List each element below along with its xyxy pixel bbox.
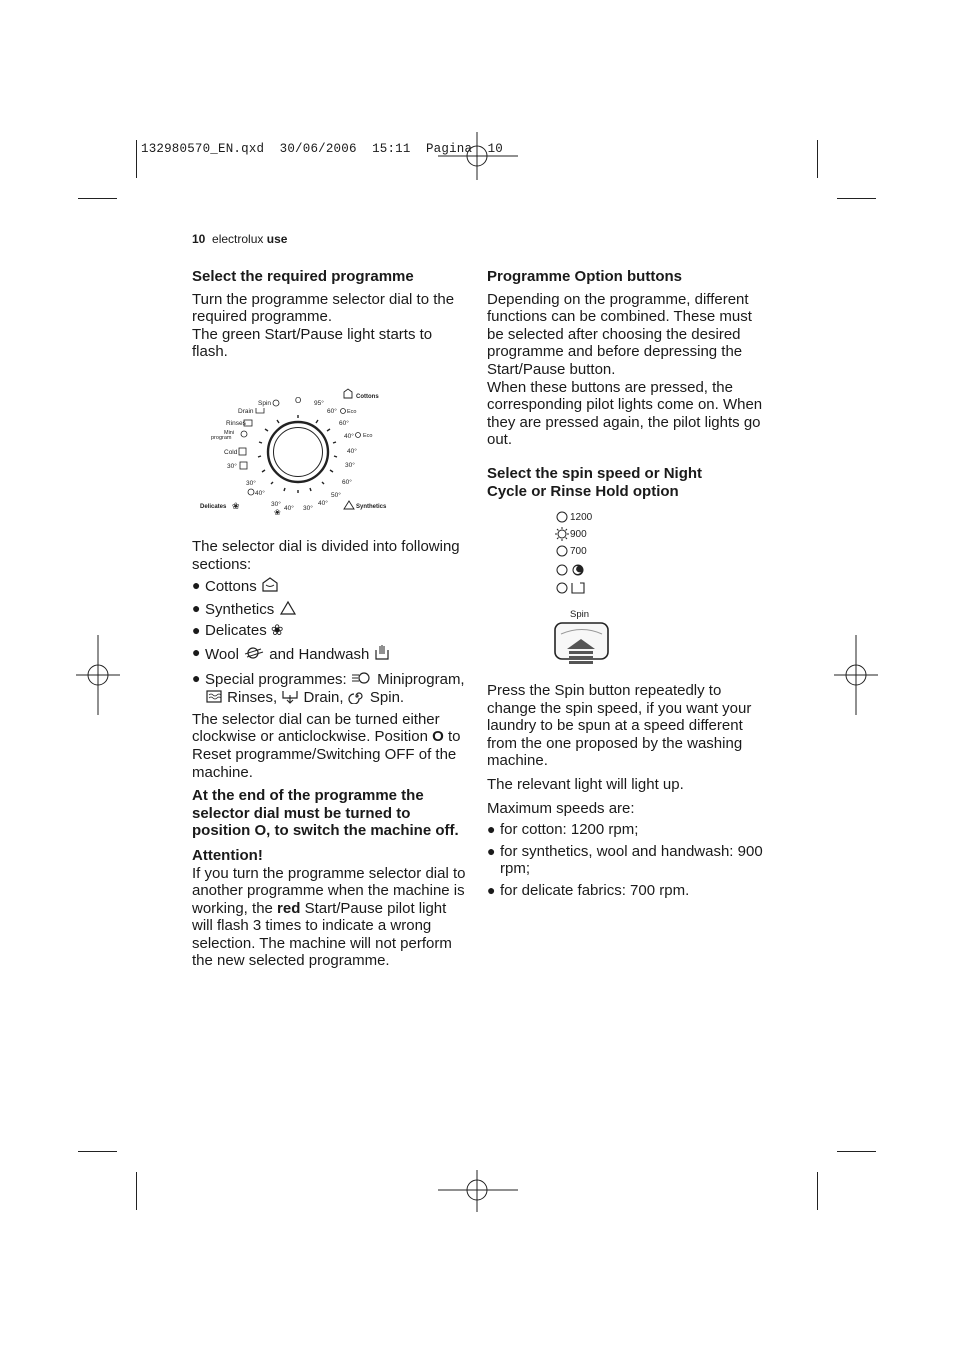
delicates-icon: ❀ (270, 622, 284, 640)
dial-label-30d: 30° (271, 501, 281, 508)
programme-dial-illustration (196, 384, 396, 518)
para-attention-b: Start/Pause pilot light will flash 3 times to indicate a wrong selection. The machine will not perform the new selected programme. (192, 899, 452, 970)
bullet-special-label: Special programmes: (205, 670, 347, 688)
speed-700-light (557, 546, 567, 556)
wool-icon (341, 409, 346, 414)
speed-900-light (555, 527, 569, 541)
cottons-icon (344, 389, 352, 398)
heading-spin-speed-a: Select the spin speed or Night (487, 464, 703, 482)
dial-label-program: program (211, 435, 232, 441)
header-page-number: 10 (192, 232, 206, 246)
dial-label-cottons: Cottons (356, 394, 379, 400)
registration-mark-top (438, 132, 518, 180)
para-max-speeds: Maximum speeds are: (487, 799, 635, 817)
dial-label-60c: 60° (342, 479, 352, 486)
dial-label-50: 50° (331, 492, 341, 499)
para-option-combine: Depending on the programme, different functions can be combined. These must be selected after choosing the desired programme and before depressing the Start/Pause button. (487, 290, 752, 378)
bullet-delicates: ● Delicates ❀ (192, 622, 284, 640)
dial-label-synthetics: Synthetics (356, 504, 387, 510)
bullet-speed-cotton: ● for cotton: 1200 rpm; (487, 821, 639, 839)
spin-button[interactable] (553, 621, 611, 667)
bullet-wool-label: Wool (205, 645, 239, 663)
miniprogram-icon (351, 670, 373, 686)
dial-label-30c: 30° (246, 480, 256, 487)
para-press-spin: Press the Spin button repeatedly to change the spin speed, if you want your laundry to be spun at a speed different from the one proposed by the washing machine. (487, 682, 752, 770)
handwash-30-icon (240, 462, 247, 469)
running-header (192, 232, 287, 246)
crop-mark (78, 1151, 117, 1152)
spin-button-label: Spin (570, 609, 590, 620)
crop-mark (817, 1172, 818, 1210)
registration-mark-right (834, 635, 878, 715)
para-attention (192, 865, 470, 971)
bullet-miniprogram-label: Miniprogram, (377, 670, 465, 688)
rinse-hold-light (557, 583, 567, 593)
registration-mark-left (76, 635, 120, 715)
delicates-30-icon: ❀ (274, 508, 281, 517)
heading-option-buttons: Programme Option buttons (487, 268, 682, 285)
slug-time: 15:11 (372, 142, 411, 156)
dial-label-40e: 40° (318, 500, 328, 507)
delicates-icon: ❀ (232, 501, 240, 511)
para-turn-dial: Turn the programme selector dial to the required programme. (192, 290, 455, 326)
synthetics-icon (344, 501, 354, 509)
position-o-label: O (432, 728, 444, 746)
bullet-special: ● Special programmes: Miniprogram, Rinses, Drain, Spin. (192, 669, 465, 707)
right-column (487, 268, 767, 500)
para-pilot-lights: When these buttons are pressed, the corresponding pilot lights come on. When they are pressed again, the pilot lights go out. (487, 378, 763, 449)
crop-mark (837, 198, 876, 199)
crop-mark (136, 140, 137, 178)
dial-outer-ring (268, 422, 328, 482)
slug-date: 30/06/2006 (279, 142, 357, 156)
speed-synthetics-text: for synthetics, wool and handwash: 900 rpm; (500, 842, 763, 878)
miniprogram-icon (241, 431, 247, 437)
handwash-icon (374, 644, 390, 661)
dial-label-mini: Mini (224, 430, 235, 436)
para-attention-a: If you turn the programme selector dial to another programme when the machine is working, the (192, 864, 466, 917)
handwash-icon (356, 433, 361, 438)
wool-icon (243, 645, 265, 661)
heading-select-programme: Select the required programme (192, 268, 414, 285)
crop-mark (837, 1151, 876, 1152)
registration-mark-bottom (438, 1170, 518, 1212)
bullet-speed-delicates: ● for delicate fabrics: 700 rpm. (487, 881, 690, 899)
rinse-hold-icon (572, 583, 584, 593)
speed-700-label: 700 (570, 546, 587, 557)
header-brand: electrolux (212, 232, 264, 246)
left-column-lower (192, 538, 470, 970)
para-light-on: The relevant light will light up. (487, 775, 684, 793)
para-turn-direction-b: to Reset programme/Switching OFF of the machine. (192, 728, 461, 781)
dial-label-30b: 30° (345, 462, 355, 469)
drain-icon (281, 688, 299, 704)
bullet-handwash-label: and Handwash (269, 645, 370, 663)
bullet-synthetics-label: Synthetics (205, 600, 275, 618)
dial-label-60b: 60° (339, 420, 349, 427)
para-turn-direction (192, 711, 470, 781)
speed-1200-light (557, 512, 567, 522)
left-column (192, 268, 470, 361)
drain-icon (256, 408, 264, 413)
dial-label-40d: 40° (284, 505, 294, 512)
speed-cotton-text: for cotton: 1200 rpm; (500, 821, 639, 839)
dial-label-spin: Spin (258, 400, 272, 407)
print-slug (141, 142, 503, 156)
dial-knob (274, 428, 323, 477)
dial-label-40a: 40° (344, 433, 354, 440)
bullet-cottons-label: Cottons (205, 578, 257, 596)
crop-mark (136, 1172, 137, 1210)
dial-label-delicates: Delicates (200, 504, 227, 510)
dial-label-rinses: Rinses (226, 420, 246, 427)
cottons-icon (261, 577, 279, 593)
crop-mark (78, 198, 117, 199)
bullet-drain-label: Drain, (303, 689, 344, 707)
wool-40-icon (248, 489, 254, 495)
dial-label-cold: Cold (224, 449, 238, 456)
para-dial-sections: The selector dial is divided into following sections: (192, 538, 460, 573)
speed-delicates-text: for delicate fabrics: 700 rpm. (500, 881, 690, 899)
cold-handwash-icon (239, 448, 246, 455)
spin-icon (273, 400, 279, 406)
header-section: use (266, 232, 288, 246)
heading-spin-speed-b: Cycle or Rinse Hold option (487, 482, 679, 500)
rinses-icon (205, 689, 223, 704)
para-turn-direction-a: The selector dial can be turned either clockwise or anticlockwise. Position (192, 710, 440, 746)
spin-icon (348, 688, 366, 704)
bullet-wool: ● Wool and Handwash (192, 644, 470, 664)
bullet-rinses-label: Rinses, (227, 689, 278, 707)
dial-label-60a: 60° (327, 408, 337, 415)
dial-label-30a: 30° (227, 463, 237, 470)
warning-switch-off: At the end of the programme the selector dial must be turned to position O, to switch the machine off. (192, 787, 459, 840)
bullet-synthetics: ● Synthetics (192, 600, 470, 619)
slug-file: 132980570_EN.qxd (141, 142, 265, 156)
spin-speed-panel (550, 508, 620, 598)
slug-page: 10 (487, 142, 504, 156)
dial-label-eco1: Eco (347, 409, 357, 415)
speed-1200-label: 1200 (570, 512, 593, 523)
crop-mark (817, 140, 818, 178)
slug-pagina: Pagina (425, 142, 473, 156)
dial-label-off: O (295, 396, 302, 405)
dial-label-40c: 40° (255, 490, 265, 497)
night-cycle-light (557, 565, 567, 575)
dial-label-eco2: Eco (363, 433, 373, 439)
dial-label-30e: 30° (303, 505, 313, 512)
para-green-light: The green Start/Pause light starts to flash. (192, 325, 433, 361)
dial-label-drain: Drain (238, 408, 254, 415)
red-label: red (277, 899, 301, 917)
dial-label-95: 95° (314, 400, 324, 407)
speed-900-label: 900 (570, 529, 587, 540)
right-column-lower (487, 682, 767, 900)
bullet-speed-synthetics: ● for synthetics, wool and handwash: 900 rpm; (487, 843, 767, 878)
dial-label-40b: 40° (347, 448, 357, 455)
bullet-delicates-label: Delicates (205, 622, 267, 640)
heading-attention: Attention! (192, 846, 263, 864)
synthetics-icon (278, 600, 298, 616)
bullet-spin-label: Spin. (369, 689, 405, 707)
bullet-cottons: ● Cottons (192, 577, 470, 596)
